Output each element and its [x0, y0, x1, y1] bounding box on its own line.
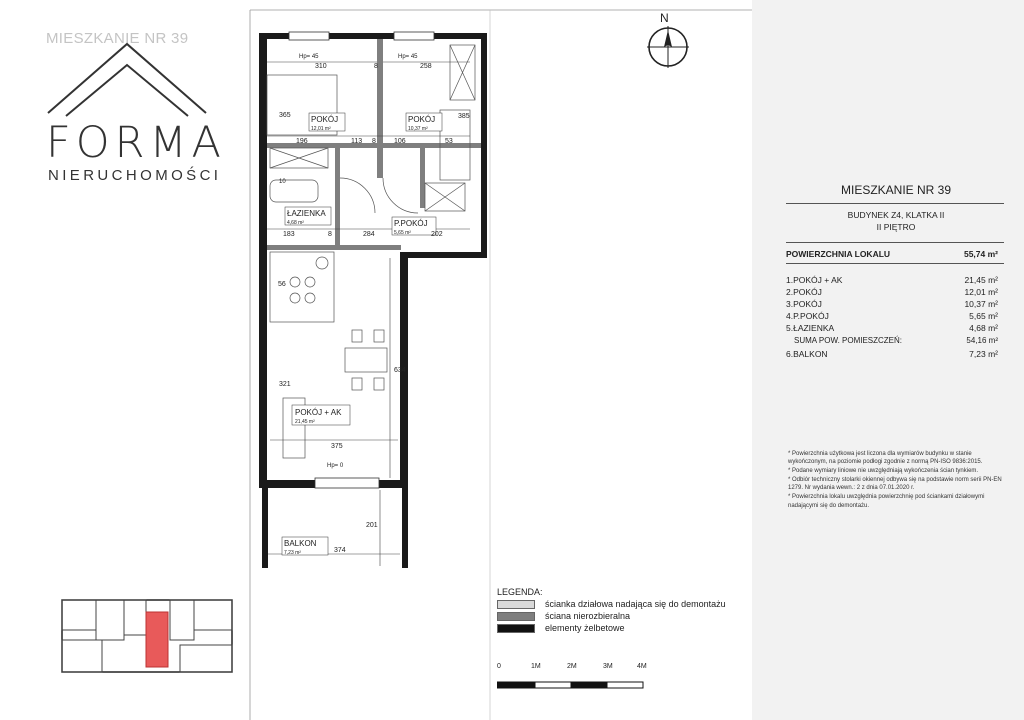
- total-area-row: [786, 249, 998, 259]
- room-name: P.POKÓJ: [394, 219, 428, 228]
- legend-label: elementy żelbetowe: [545, 623, 625, 633]
- dimension-text: 201: [366, 522, 378, 529]
- balcony-area-value: 7,23 m²: [969, 349, 998, 359]
- panel-title: MIESZKANIE NR 39: [840, 183, 952, 197]
- dimension-text: 106: [394, 138, 406, 145]
- dimension-text: 8: [374, 63, 378, 70]
- room-area-value: 4,68 m²: [969, 323, 998, 333]
- dimension-text: 56: [278, 281, 286, 288]
- divider: [786, 203, 1004, 204]
- dimension-text: 310: [315, 63, 327, 70]
- room-area-value: 5,65 m²: [969, 311, 998, 321]
- dimension-text: 10: [279, 179, 286, 185]
- dimension-text: 53: [445, 138, 453, 145]
- footnote: * Odbiór techniczny stolarki okiennej odbywa się na podstawie norm serii PN-EN 1279. Nr wydania wewn.: 2 z dnia 07.01.2020 r.: [788, 477, 1002, 492]
- room-area: 5,65 m²: [394, 230, 411, 236]
- footnote: * Powierzchnia użytkowa jest liczona dla wymiarów budynku w stanie wykończonym, na poziomie podłogi zgodnie z normą PN-ISO 9836:2015.: [788, 451, 983, 466]
- scale-label: 2M: [567, 663, 577, 670]
- legend-item: [497, 599, 726, 609]
- legend-swatch: [497, 624, 535, 633]
- dimension-text: 375: [331, 443, 343, 450]
- balcony-area-row: [786, 349, 998, 359]
- total-area-value: 55,74 m²: [963, 249, 998, 259]
- room-name: ŁAZIENKA: [287, 209, 326, 218]
- legend-label: ścianka działowa nadająca się do demontażu: [545, 599, 726, 609]
- footnotes: [788, 450, 1004, 511]
- legend-swatch: [497, 600, 535, 609]
- legend-swatch: [497, 612, 535, 621]
- dimension-text: 385: [458, 113, 470, 120]
- room-area: 12,01 m²: [311, 126, 331, 132]
- room-area-value: 21,45 m²: [964, 275, 998, 285]
- apartment-label: MIESZKANIE NR 39: [46, 30, 189, 47]
- dimension-text: 374: [334, 547, 346, 554]
- sum-area-label: SUMA POW. POMIESZCZEŃ:: [794, 336, 903, 345]
- scale-bar: [497, 663, 647, 695]
- window-label: Hp= 0: [327, 463, 344, 469]
- dimension-text: 8: [372, 138, 376, 145]
- compass-icon: [647, 26, 689, 68]
- room-area-label: 3.POKÓJ: [786, 299, 822, 309]
- window-label: Hp= 45: [398, 54, 418, 60]
- room-area: 10,37 m²: [408, 126, 428, 132]
- divider: [786, 242, 1004, 243]
- room-area: 21,45 m²: [295, 419, 315, 425]
- room-area-value: 12,01 m²: [964, 287, 998, 297]
- room-name: POKÓJ + AK: [295, 408, 342, 417]
- scale-label: 1M: [531, 663, 541, 670]
- floor-info: II PIĘTRO: [876, 222, 916, 232]
- scale-label: 4M: [637, 663, 647, 670]
- dimension-text: 183: [283, 231, 295, 238]
- balcony-area-label: 6.BALKON: [786, 349, 828, 359]
- legend-item: [497, 611, 630, 621]
- legend-item: [497, 623, 625, 633]
- room-name: BALKON: [284, 539, 317, 548]
- room-area-row: [786, 287, 998, 297]
- footnote: * Podane wymiary liniowe nie uwzględniają wykończenia ścian tynkiem.: [788, 468, 979, 475]
- sum-area-row: [786, 336, 998, 345]
- dimension-text: 202: [431, 231, 443, 238]
- room-area-value: 10,37 m²: [964, 299, 998, 309]
- room-area-row: [786, 299, 998, 309]
- dimension-text: 284: [363, 231, 375, 238]
- scale-label: 0: [497, 663, 501, 670]
- logo-word: FORMA: [46, 118, 226, 168]
- dimension-text: 365: [279, 112, 291, 119]
- window-label: Hp= 45: [299, 54, 319, 60]
- furniture: [267, 45, 475, 458]
- dimension-text: 8: [328, 231, 332, 238]
- room-area: 4,68 m²: [287, 220, 304, 226]
- sum-area-value: 54,16 m²: [966, 336, 998, 345]
- room-name: POKÓJ: [311, 115, 339, 124]
- info-panel: [752, 0, 1024, 720]
- divider: [786, 263, 1004, 264]
- dimension-text: 258: [420, 63, 432, 70]
- room-area-row: [786, 323, 998, 333]
- dimension-text: 113: [351, 138, 363, 145]
- logo-subtitle: NIERUCHOMOŚCI: [48, 167, 222, 184]
- dimension-text: 634: [394, 367, 406, 374]
- room-area-row: [786, 275, 998, 285]
- room-area-label: 4.P.POKÓJ: [786, 311, 829, 321]
- north-label: N: [660, 11, 669, 25]
- room-name: POKÓJ: [408, 115, 436, 124]
- footnote: * Powierzchnia lokalu uwzględnia powierzchnię pod ściankami działowymi nadającymi się do demontażu.: [788, 494, 985, 509]
- building-info: BUDYNEK Z4, KLATKA II: [847, 210, 945, 220]
- legend-title: LEGENDA:: [497, 587, 543, 597]
- room-area-label: 1.POKÓJ + AK: [786, 275, 843, 285]
- dimension-text: 321: [279, 381, 291, 388]
- room-area-label: 2.POKÓJ: [786, 287, 822, 297]
- scale-label: 3M: [603, 663, 613, 670]
- legend-label: ściana nierozbieralna: [545, 611, 631, 621]
- total-area-label: POWIERZCHNIA LOKALU: [786, 249, 891, 259]
- room-area: 7,23 m²: [284, 550, 301, 556]
- dimension-text: 196: [296, 138, 308, 145]
- room-area-row: [786, 311, 998, 321]
- room-area-label: 5.ŁAZIENKA: [786, 323, 835, 333]
- key-plan: [62, 600, 232, 672]
